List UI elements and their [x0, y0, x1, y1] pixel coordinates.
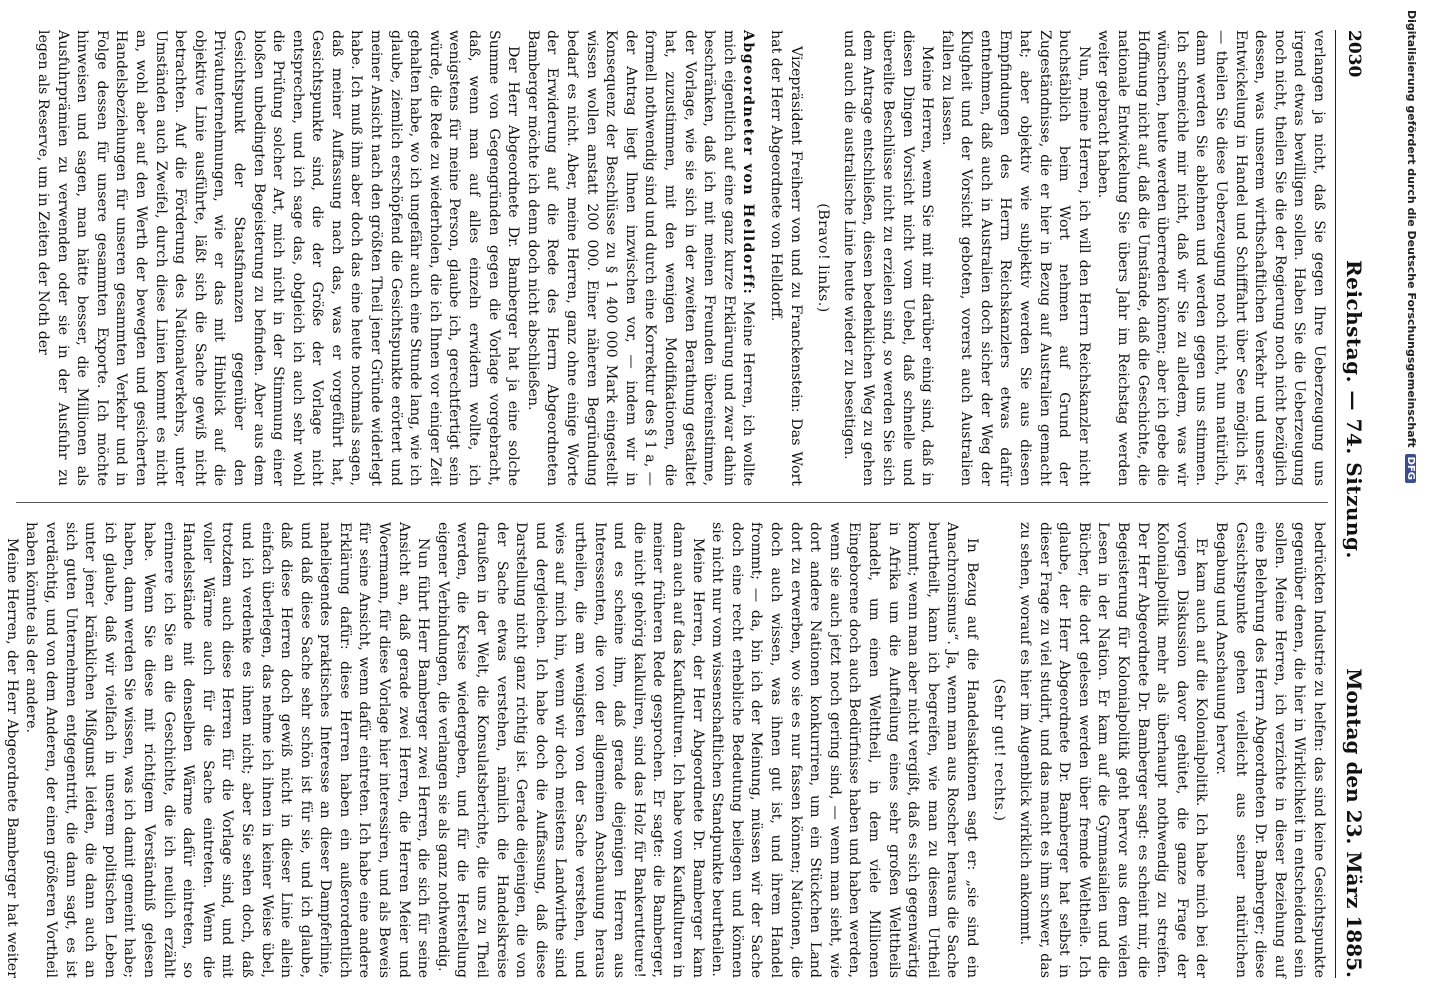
right-paragraph-6: Meine Herren, der Herr Abgeordnete Bamberger hat weiter	[3, 538, 20, 978]
speaker-name: Abgeordneter von Helldorff:	[740, 30, 757, 296]
applause-note-left: (Bravo! links.)	[815, 203, 832, 313]
speaker-text: Meine Herren, ich wollte mich eigentlich auf eine ganz kurze Erklärung und zwar dahin beschränken, daß ich mit meinen Freunden übereinstimme, der Vorlage, wie sie sich in der zweiten Berathung gestaltet hat, zuzustimmen, mit den wenigen Modifikationen, die formell nothwendig sind und durch eine Korrektur des § 1 a, — der Antrag liegt Ihnen inzwischen vor, — indem wir in Konsequenz der Beschlüsse zu § 1 400 000 Mark eingestellt wissen wollen anstatt 200 000. Einer näheren Begründung bedarf es nicht. Aber, meine Herren, ganz ohne einige Worte der Erwiderung auf die Rede des Herrn Abgeordneten Bamberger möchte ich denn doch nicht abschließen.	[524, 30, 757, 486]
session-title: Reichstag. — 74. Sitzung.	[1342, 260, 1366, 559]
credit-text: Digitalisierung gefördert durch die Deutsche Forschungsgemeinschaft	[1405, 10, 1418, 448]
left-paragraph-2: Nun, meine Herren, ich will den Herrn Reichskanzler nicht buchstäblich beim Wort nehmen auf Grund der Zugeständnisse, die er hier in Bezug auf Australien gemacht hat; aber objektiv wie subjektiv werden Sie aus diesen Empfindungen des Herrn Reichskanzlers etwas dafür entnehmen, daß auch in Australien doch sicher der Weg der Klugheit und der Vorsicht geboten, vorerst auch Australien fallen zu lassen.	[938, 30, 1092, 486]
right-paragraph-1: bedrückten Industrie zu helfen: das sind keine Gesichtspunkte gegenüber denen, die hier in Wirklichkeit in entscheidend sein sollen. Meine Herren, ich verzichte in dieser Beziehung auf eine Belehrung des Herrn Abgeordneten Dr. Bamberger; diese Gesichtspunkte gehen vielleicht aus seiner natürlichen Begabung und Anschauung hervor.	[1213, 522, 1327, 978]
right-paragraph-4: Meine Herren, der Herr Abgeordnete Dr. Bamberger kam dann auch auf das Kaufkulturen. Ich habe vom Kaufkulturen in meiner früheren Rede gesprochen. Er sagte: die Bamberger, die nicht gehörig kalkuliren, sind das Holz für Bankerutteure! und es scheine ihm, daß gerade diejenigen Herren aus Interessenten, die von der allgemeinen Anschauung heraus urtheilen, die am wenigsten von der Sache verstehen, und wies auf mich hin, wenn wir doch meistens Landwirthe sind und dergleichen. Ich habe doch die Auffassung, daß diese Darstellung nicht ganz richtig ist. Gerade diejenigen, die von der Sache etwas verstehen, nämlich die Handelskreise draußen in der Welt, die Konsulatsberichte, die uns zu Theil werden, die Kreise wiedergeben, und für die Herstellung eigener Verbindungen, die verlangen sie als ganz nothwendig.	[434, 522, 706, 978]
dfg-logo: DFG	[1405, 454, 1416, 483]
speaker-paragraph	[522, 30, 757, 486]
right-paragraph-5: Nun führt Herr Bamberger zwei Herren, die sich für seine Ansicht an, daß gerade zwei Herren, die Herren Meier und Woermann, für diese Vorlage hier interessiren, und als Beweis für seine Ansicht, wenn dafür eintreten. Ich habe eine andere Erklärung dafür: diese Herren haben ein außerordentlich naheliegendes praktisches Interesse an dieser Dampferlinie, und daß diese Sache sehr schön ist für sie, und ich glaube, daß diese Herren doch gewiß nicht in dieser Linie allein einfach überlegen, das nehme ich ihnen in keiner Weise übel, und ich verdenke es ihnen nicht; aber Sie sehen doch, daß trotzdem auch diese Herren für die Vorlage sind, und mit voller Wärme auch für die Sache eintreten. Wenn die Handelsstände mit denselben Wärme dafür eintreten, so erinnere ich Sie an die Geschichte, die ich neulich erzählt habe. Wenn Sie diese mit richtigem Verständniß gelesen haben, dann werden Sie wissen, was ich damit gemeint habe; ich glaube, daß wir vielfach in unserem politischen Leben unter jener kränklichen Mißgunst leiden, die dann auch an sich guten Unternehmen entgegentritt, die dann sagt, es ist verdächtig, und von dem Anderen, der einen größeren Vortheil haben könnte als der andere.	[23, 522, 432, 978]
left-paragraph-1: verlangen ja nicht, daß Sie gegen Ihre Ueberzeugung uns irgend etwas bewilligen sollen. Haben Sie die Ueberzeugung noch nicht, theilen Sie die der Regierung noch nicht bezüglich dessen, was unserem wirthschaftlichen Verkehr und unserer Entwickelung in Handel und Schifffahrt über See möglich ist, — theilen Sie diese Ueberzeugung noch nicht, nun natürlich, dann werden Sie ablehnen und werden gegen uns stimmen. Ich schmeichle mir nicht, daß wir Sie zu alledem, was wir wünschen, heute werden überreden können; aber ich gebe die Hoffnung nicht auf, daß die Umstände, daß die Geschichte, die nationale Entwickelung Sie übers Jahr im Reichstag werden weiter gebracht haben.	[1095, 30, 1327, 486]
right-paragraph-3: In Bezug auf die Handelsaktionen sagt er: „sie sind ein Anachronismus“. Ja, wenn man aus Roscher heraus die Sache beurtheilt, kann ich begreifen, wie man zu diesem Urtheil kommt; wenn man aber nicht vergißt, daß es sich gegenwärtig in Afrika um die Aufteilung eines sehr großen Welttheils handelt, um einen Welttheil, in dem viele Millionen Eingeborene doch auch Bedürfnisse haben und haben werden, wenn sie auch jetzt noch gering sind, — wenn man sieht, wie dort andere Nationen konkurriren, um ein Stückchen Land dort zu erwerben, wo sie es nur fassen können; Nationen, die doch auch wissen, was ihnen gut ist, und ihrem Handel frommt; — da, bin ich der Meinung, müssen wir der Sache doch eine recht erhebliche Bedeutung beilegen und können sie nicht nur vom wissenschaftlichen Standpunkte beurtheilen.	[709, 522, 980, 978]
left-column	[16, 30, 1328, 486]
left-paragraph-5: Der Herr Abgeordnete Dr. Bamberger hat ja eine solche Summe von Gegengründen gegen die Vorlage vorgebracht, daß, wenn man auf alles einzeln erwidern wollte, ich wenigstens für meine Person, glaube ich, gerechtfertigt sein würde, die Rede zu wiederholen, die ich Ihnen vor einiger Zeit gehalten habe, wo ich ungefähr auch eine Stunde lang, wie ich glaube, ziemlich erschöpfend die Gesichtspunkte erörtert und meiner Ansicht nach den größten Theil jener Gründe widerlegt habe. Ich muß ihm aber doch das eine heute nochmals sagen, daß meiner Auffassung nach das, was er vorgeführt hat, Gesichtspunkte sind, die der Größe der Vorlage nicht entsprechen, und ich sage das, obgleich ich auch sehr wohl die Prüfung solcher Art, mich nicht in der Stimmung einer bloßen unbedingten Begeisterung zu befinden. Aber aus dem Gesichtspunkt der Staatsfinanzen gegenüber den Privatunternehmungen, wie er das mit Hinblick auf die objektive Linie ausführte, läßt sich die Sache gewiß nicht betrachten. Auf die Förderung des Nationalverkehrs, unter Umständen auch Zweifel, durch diese Linien kommt es nicht an, wohl aber auf den Werth der bewegten und gesicherten Handelsbeziehungen für unseren gesammten Verkehr und in Folge dessen für unsere gesammten Exporte. Ich möchte hinweisen und sagen, man hätte besser, die Millionen als Ausfuhrprämien zu verwenden oder sie in der Ausfuhr zu legen als Reserve, um in Zeiten der Noth der	[35, 30, 522, 486]
column-divider	[16, 502, 1328, 503]
date-line: Montag den 23. März 1885.	[1342, 668, 1366, 978]
right-column	[3, 522, 1328, 978]
digitization-credit	[1404, 10, 1418, 990]
page-number: 2030	[1344, 30, 1364, 78]
right-paragraph-2: Er kam auch auf die Kolonialpolitik. Ich habe mich bei der vorigen Diskussion davor gehütet, die ganze Frage der Kolonialpolitik mehr als überhaupt nothwendig zu streifen. Der Herr Abgeordnete Dr. Bamberger sagt: es scheint mir, die Begeisterung für Kolonialpolitik geht hervor aus dem vielen Lesen in der Nation. Er kam auf die Gymnasialien und die Bücher, die dort gelesen werden über fremde Weltheile. Ich glaube, der Herr Abgeordnete Dr. Bamberger hat selbst in dieser Frage zu viel studirt, und das macht es ihm schwer, das zu sehen, worauf es hier im Augenblick wirklich ankommt.	[1017, 522, 1210, 978]
text-columns	[3, 30, 1328, 978]
president-announcement: Vizepräsident Freiherr von und zu Franckenstein: Das Wort hat der Herr Abgeordnete von Helldorff.	[767, 30, 804, 486]
left-paragraph-3: Meine Herren, wenn Sie mit mir darüber einig sind, daß in diesen Dingen Vorsicht nicht vom Uebel, daß schnelle und übereilte Beschlüsse nicht zu erzielen sind, so werden Sie sich dem Antrage entschließen, diesen bedenklichen Weg zu gehen und auch die australische Linie heute wieder zu beseitigen.	[840, 30, 936, 486]
page-header	[1335, 30, 1370, 978]
applause-note-right: (Sehr gut! rechts.)	[991, 678, 1008, 822]
